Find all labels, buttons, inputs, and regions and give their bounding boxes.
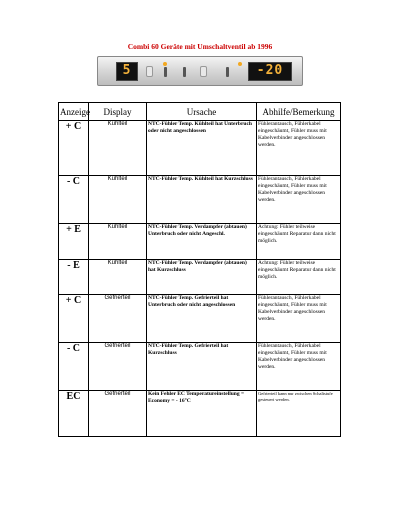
cell-display: Gefrierteil [89, 295, 147, 343]
cell-display: Kühlteil [89, 260, 147, 295]
cell-abhilfe: Fühlerantausch, Fühlerkabel eingeschäumt, Fühler muss mit Kabelverbinder angeschlossen werden. [257, 121, 341, 176]
cell-abhilfe: Fühlerantausch, Fühlerkabel eingeschäumt, Fühler muss mit Kabelverbinder angeschlossen werden. [257, 176, 341, 224]
cell-ursache: NTC-Fühler Temp. Verdampfer (abtauen) hat Kurzschluss [147, 260, 257, 295]
cell-display: Kühlteil [89, 176, 147, 224]
cell-anzeige: + E [59, 224, 89, 260]
table-row [59, 121, 341, 176]
panel-switch-1 [164, 67, 167, 77]
cell-abhilfe: Achtung: Fühler teilweise eingeschäumt Reparatur dann nicht möglich. [257, 260, 341, 295]
header-abhilfe: Abhilfe/Bemerkung [257, 103, 341, 121]
panel-button-1 [146, 66, 153, 77]
cell-display: Gefrierteil [89, 391, 147, 437]
table-row [59, 391, 341, 437]
cell-ursache: NTC-Fühler Temp. Kühlteil hat Kurzschluss [147, 176, 257, 224]
cell-ursache: NTC-Fühler Temp. Verdampfer (abtauen) Unterbruch oder nicht Angeschl. [147, 224, 257, 260]
cell-abhilfe: Fühlerantausch, Fühlerkabel eingeschäumt, Fühler muss mit Kabelverbinder angeschlossen werden. [257, 295, 341, 343]
cell-ursache: NTC-Fühler Temp. Gefrierteil hat Kurzschluss [147, 343, 257, 391]
cell-anzeige: - C [59, 343, 89, 391]
display-left: 5 [116, 62, 138, 81]
cell-anzeige: + C [59, 295, 89, 343]
cell-display: Kühlteil [89, 224, 147, 260]
table-row [59, 224, 341, 260]
cell-display: Kühlteil [89, 121, 147, 176]
table-header-row [59, 103, 341, 121]
header-display: Display [89, 103, 147, 121]
table-row [59, 260, 341, 295]
cell-anzeige: - C [59, 176, 89, 224]
header-anzeige: Anzeige [59, 103, 89, 121]
control-panel-image [97, 56, 303, 86]
panel-switch-2 [183, 67, 186, 77]
display-right: -20 [248, 62, 292, 81]
indicator-light-1 [163, 62, 167, 66]
page-title: Combi 60 Geräte mit Umschaltventil ab 1996 [127, 42, 273, 51]
cell-abhilfe: Fühlerantausch, Fühlerkabel eingeschäumt, Fühler muss mit Kabelverbinder angeschlossen werden. [257, 343, 341, 391]
cell-abhilfe: Achtung: Fühler teilweise eingeschäumt Reparatur dann nicht möglich. [257, 224, 341, 260]
cell-anzeige: + C [59, 121, 89, 176]
table-row [59, 295, 341, 343]
indicator-light-2 [238, 62, 242, 66]
table-row [59, 176, 341, 224]
cell-anzeige: EC [59, 391, 89, 437]
cell-ursache: Kein Fehler EC Temperatureinstellung = Economy = - 16°C [147, 391, 257, 437]
table-row [59, 343, 341, 391]
cell-anzeige: - E [59, 260, 89, 295]
error-code-table [58, 102, 341, 437]
panel-button-2 [200, 66, 207, 77]
cell-ursache: NTC-Fühler Temp. Gefrierteil hat Unterbruch oder nicht angeschlossen [147, 295, 257, 343]
panel-switch-3 [226, 67, 229, 77]
cell-ursache: NTC-Fühler Temp. Kühlteil hat Unterbruch oder nicht angeschlossen [147, 121, 257, 176]
header-ursache: Ursache [147, 103, 257, 121]
cell-display: Gefrierteil [89, 343, 147, 391]
cell-abhilfe: Gefrierteil kann nur zwischen Schaltstufe gesteuert werden. [257, 391, 341, 437]
